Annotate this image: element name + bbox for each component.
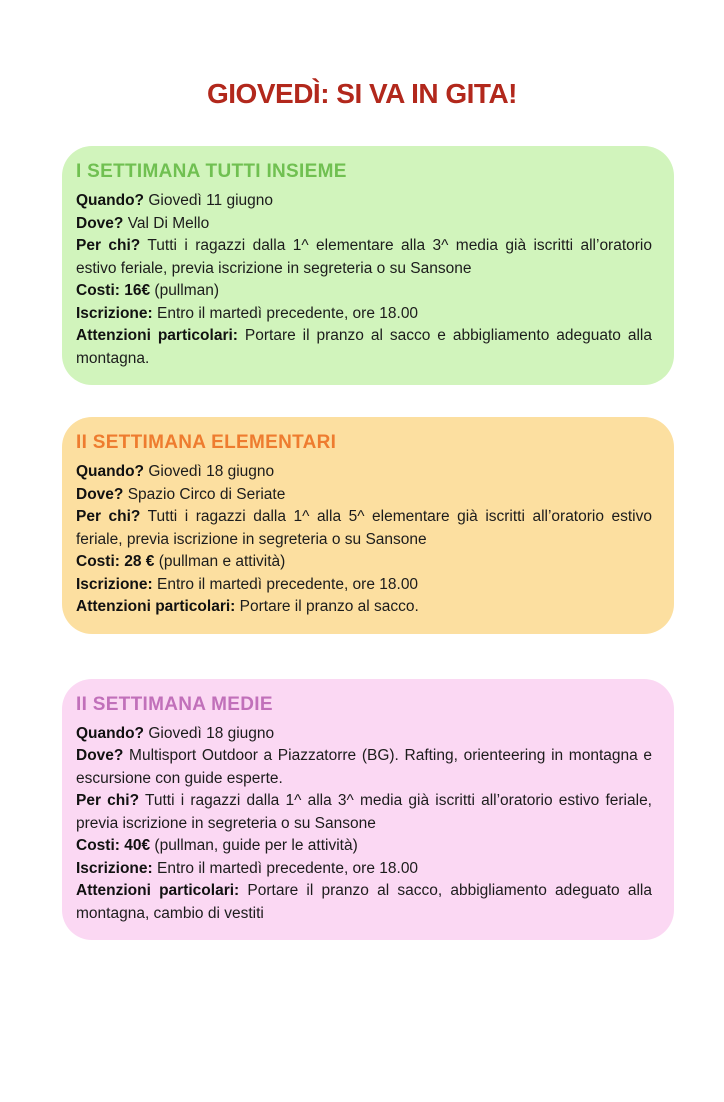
field-label: Attenzioni particolari: xyxy=(76,327,238,344)
field-label: Per chi? xyxy=(76,508,141,525)
field-label: Attenzioni particolari: xyxy=(76,598,236,615)
field-iscrizione xyxy=(76,303,652,326)
field-costi xyxy=(76,835,652,858)
field-quando xyxy=(76,723,652,746)
field-value: Giovedì 11 giugno xyxy=(148,192,274,209)
field-attenzioni xyxy=(76,596,652,619)
field-value: Tutti i ragazzi dalla 1^ alla 3^ media già iscritti all’oratorio estivo feriale, previa iscrizione in segreteria o su Sansone xyxy=(76,792,652,832)
field-per-chi xyxy=(76,790,652,835)
field-value: (pullman, guide per le attività) xyxy=(154,837,358,854)
field-label: Iscrizione: xyxy=(76,304,153,322)
field-label: Iscrizione: xyxy=(76,859,153,877)
section-card-settimana-2-medie xyxy=(62,679,674,941)
field-label: Per chi? xyxy=(76,792,140,809)
field-label: Quando? xyxy=(76,463,145,480)
field-value: Tutti i ragazzi dalla 1^ alla 5^ elementare già iscritti all’oratorio estivo feriale, previa iscrizione in segreteria o su Sansone xyxy=(76,508,652,548)
section-card-settimana-1-tutti-insieme xyxy=(62,146,674,385)
field-value: Entro il martedì precedente, ore 18.00 xyxy=(156,575,419,593)
field-quando xyxy=(76,190,652,213)
field-label: Costi: 40€ xyxy=(76,837,151,854)
field-attenzioni xyxy=(76,880,652,925)
field-value: Multisport Outdoor a Piazzatorre (BG). Rafting, orienteering in montagna e escursione con guide esperte. xyxy=(76,747,652,787)
field-per-chi xyxy=(76,235,652,280)
field-value: Entro il martedì precedente, ore 18.00 xyxy=(156,859,419,877)
field-label: Dove? xyxy=(76,747,124,764)
field-label: Quando? xyxy=(76,724,145,742)
field-dove xyxy=(76,745,652,790)
section-card-settimana-2-elementari xyxy=(62,417,674,634)
field-value: (pullman) xyxy=(154,282,220,299)
field-per-chi xyxy=(76,506,652,551)
field-costi xyxy=(76,551,652,574)
section-header: II SETTIMANA MEDIE xyxy=(76,693,273,715)
field-value: (pullman e attività) xyxy=(158,553,286,570)
field-label: Per chi? xyxy=(76,237,141,254)
field-quando xyxy=(76,461,652,484)
field-value: Portare il pranzo al sacco e abbigliamento adeguato alla montagna. xyxy=(76,327,652,367)
field-label: Costi: 28 € xyxy=(76,553,155,570)
field-costi xyxy=(76,280,652,303)
section-header: II SETTIMANA ELEMENTARI xyxy=(76,432,337,453)
field-value: Tutti i ragazzi dalla 1^ elementare alla 3^ media già iscritti all’oratorio estivo feriale, previa iscrizione in segreteria o su Sansone xyxy=(76,237,652,277)
field-attenzioni xyxy=(76,325,652,370)
field-value: Giovedì 18 giugno xyxy=(148,463,275,480)
field-iscrizione xyxy=(76,858,652,881)
field-value: Spazio Circo di Seriate xyxy=(127,485,286,503)
section-header: I SETTIMANA TUTTI INSIEME xyxy=(76,161,347,182)
page-title: GIOVEDÌ: SI VA IN GITA! xyxy=(207,78,517,109)
field-value: Portare il pranzo al sacco. xyxy=(239,598,419,615)
field-label: Iscrizione: xyxy=(76,575,153,593)
field-value: Entro il martedì precedente, ore 18.00 xyxy=(156,304,419,322)
field-value: Giovedì 18 giugno xyxy=(148,724,275,742)
field-dove xyxy=(76,213,652,236)
field-iscrizione xyxy=(76,574,652,597)
field-value: Val Di Mello xyxy=(127,214,210,232)
field-dove xyxy=(76,484,652,507)
field-label: Quando? xyxy=(76,192,145,209)
field-label: Dove? xyxy=(76,485,124,503)
field-label: Attenzioni particolari: xyxy=(76,882,240,899)
field-label: Costi: 16€ xyxy=(76,282,151,299)
field-value: Portare il pranzo al sacco, abbigliamento adeguato alla montagna, cambio di vestiti xyxy=(76,882,652,922)
field-label: Dove? xyxy=(76,214,124,232)
